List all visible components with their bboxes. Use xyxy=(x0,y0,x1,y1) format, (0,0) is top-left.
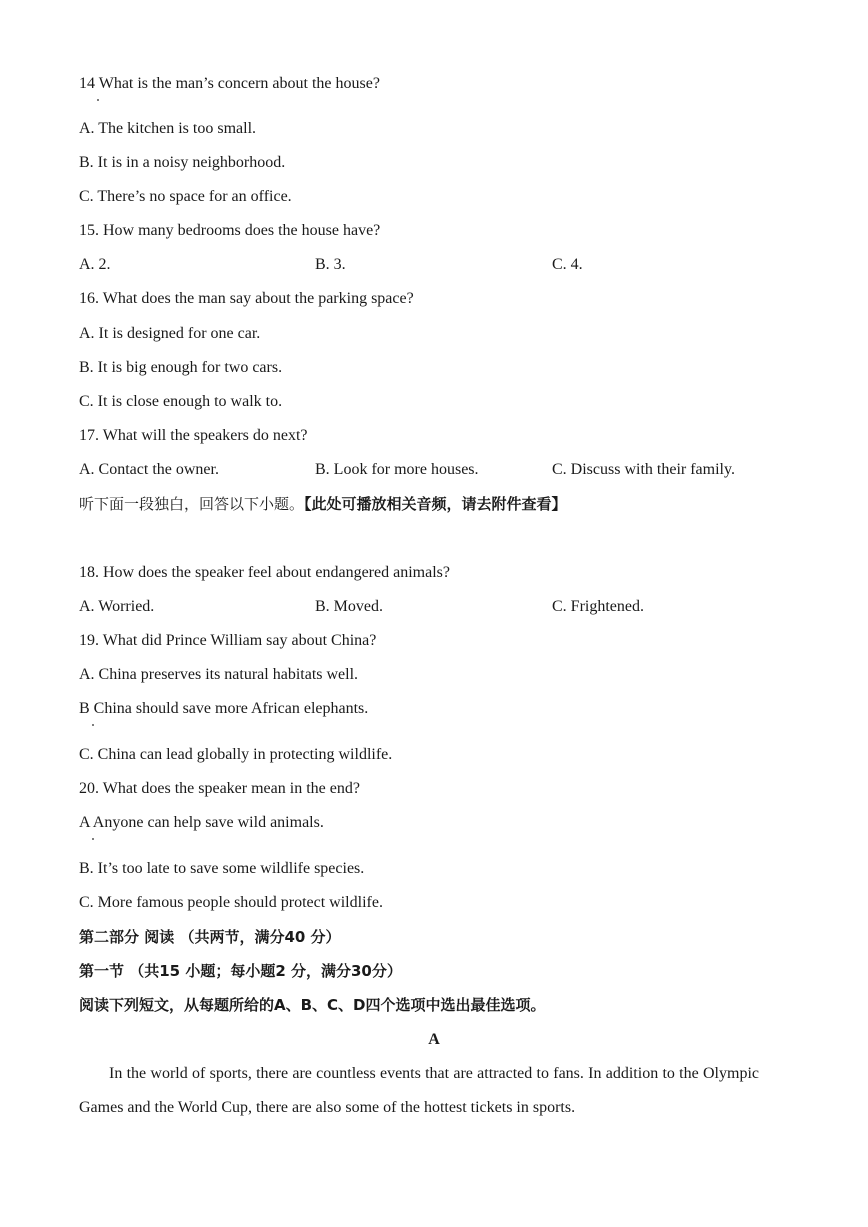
listening-instruction xyxy=(79,494,567,514)
q14-option-b: B. It is in a noisy neighborhood. xyxy=(79,154,286,171)
part2-heading: 第二部分 阅读 （共两节，满分40 分） xyxy=(79,928,341,946)
q15-option-b: B. 3. xyxy=(315,256,346,273)
q17-option-b: B. Look for more houses. xyxy=(315,461,479,478)
stray-mark xyxy=(97,99,99,101)
listening-instruction-text: 听下面一段独白，回答以下小题。 xyxy=(79,495,305,513)
q20-option-a: A Anyone can help save wild animals. xyxy=(79,814,324,831)
question-14: 14 What is the man’s concern about the house? xyxy=(79,75,380,92)
section1-heading: 第一节 （共15 小题；每小题2 分，满分30分） xyxy=(79,962,402,980)
audio-note: 【此处可播放相关音频，请去附件查看】 xyxy=(304,495,567,513)
q15-option-a: A. 2. xyxy=(79,256,111,273)
q20-option-b: B. It’s too late to save some wildlife species. xyxy=(79,860,365,877)
passage-text: In the world of sports, there are countless events that are attracted to fans. In addition to the Olympic Games and the World Cup, there are also some of the hottest tickets in sports. xyxy=(79,1065,759,1116)
question-15: 15. How many bedrooms does the house have? xyxy=(79,222,381,239)
passage-label: A xyxy=(428,1031,440,1048)
stray-mark xyxy=(92,724,94,726)
question-20: 20. What does the speaker mean in the end? xyxy=(79,780,360,797)
q19-option-c: C. China can lead globally in protecting wildlife. xyxy=(79,746,393,763)
stray-mark xyxy=(92,838,94,840)
q15-option-c: C. 4. xyxy=(552,256,583,273)
q17-option-c: C. Discuss with their family. xyxy=(552,461,735,478)
q18-option-a: A. Worried. xyxy=(79,598,155,615)
question-18: 18. How does the speaker feel about endangered animals? xyxy=(79,564,450,581)
q20-option-c: C. More famous people should protect wildlife. xyxy=(79,894,383,911)
question-17: 17. What will the speakers do next? xyxy=(79,427,308,444)
q17-option-a: A. Contact the owner. xyxy=(79,461,219,478)
q19-option-a: A. China preserves its natural habitats well. xyxy=(79,666,359,683)
q18-option-c: C. Frightened. xyxy=(552,598,644,615)
q19-option-b: B China should save more African elephants. xyxy=(79,700,369,717)
q16-option-b: B. It is big enough for two cars. xyxy=(79,359,283,376)
reading-instruction: 阅读下列短文，从每题所给的A、B、C、D四个选项中选出最佳选项。 xyxy=(79,996,546,1014)
question-19: 19. What did Prince William say about China? xyxy=(79,632,377,649)
q14-option-c: C. There’s no space for an office. xyxy=(79,188,292,205)
q16-option-c: C. It is close enough to walk to. xyxy=(79,393,283,410)
question-16: 16. What does the man say about the parking space? xyxy=(79,290,414,307)
q16-option-a: A. It is designed for one car. xyxy=(79,325,261,342)
q14-option-a: A. The kitchen is too small. xyxy=(79,120,257,137)
q18-option-b: B. Moved. xyxy=(315,598,383,615)
